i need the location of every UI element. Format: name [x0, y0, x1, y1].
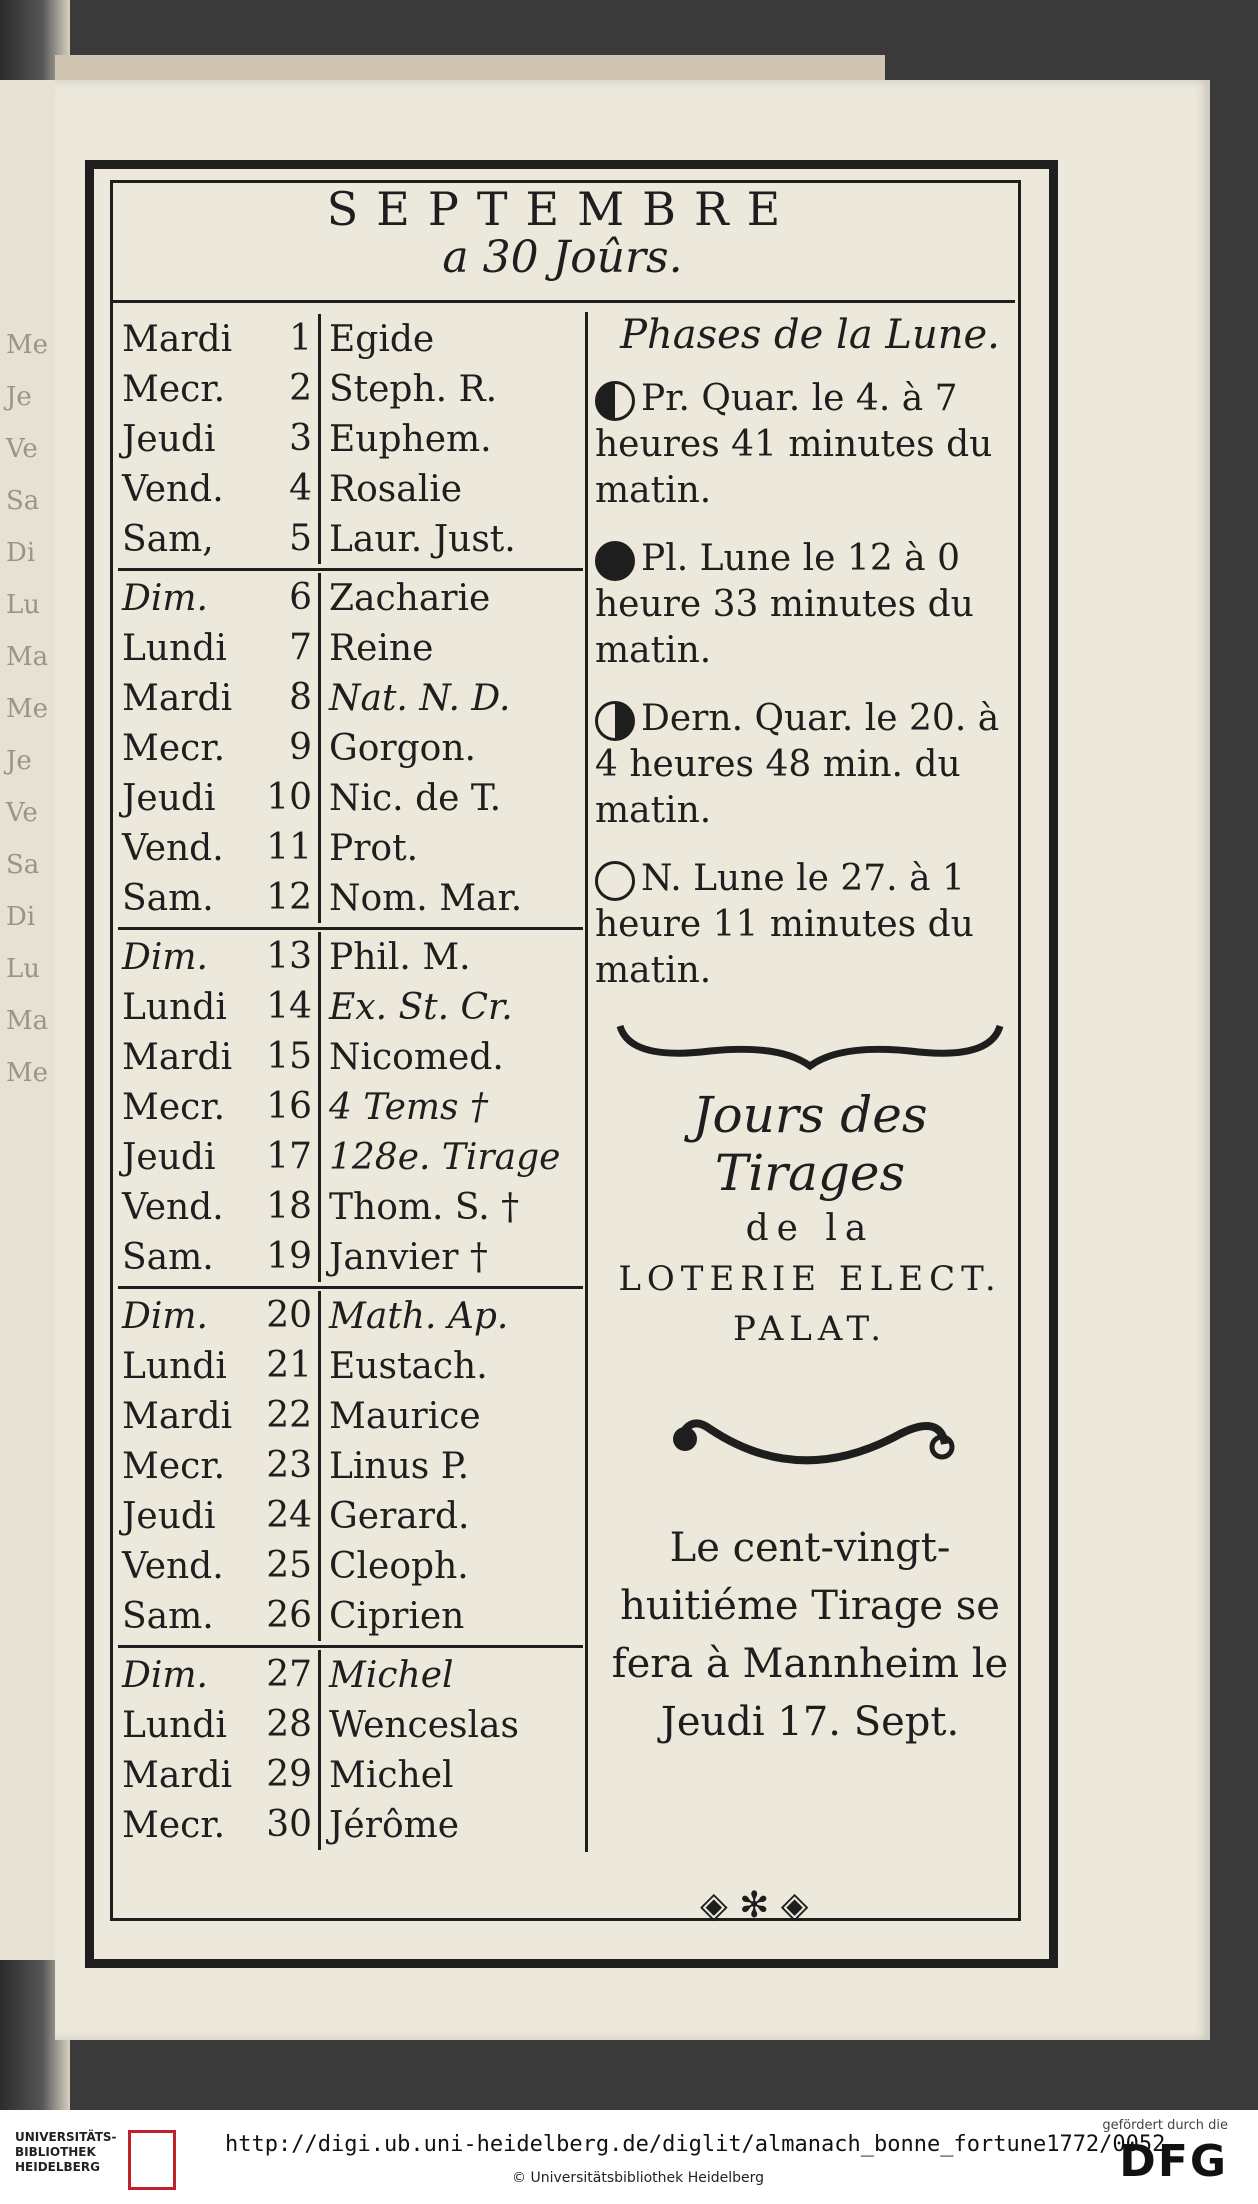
- calendar-row: [118, 1591, 583, 1641]
- day-number: 28: [250, 1700, 321, 1750]
- day-name: Vend.: [122, 1186, 224, 1228]
- saint-name: Math. Ap.: [329, 1295, 509, 1337]
- day-name: Dim.: [122, 1654, 208, 1696]
- day-name: Mecr.: [122, 368, 226, 410]
- saint-name: Steph. R.: [329, 368, 498, 410]
- day-number: 29: [250, 1750, 321, 1800]
- day-number: 22: [250, 1391, 321, 1441]
- day-name: Vend.: [122, 827, 224, 869]
- calendar-table: [118, 312, 583, 1854]
- calendar-row: [118, 1441, 583, 1491]
- saint-name: Nicomed.: [329, 1036, 504, 1078]
- saint-name: Phil. M.: [329, 936, 471, 978]
- saint-name: Jérôme: [329, 1804, 460, 1846]
- prev-page-fragment: Lu: [6, 954, 41, 984]
- day-name: Sam.: [122, 877, 214, 919]
- day-number: 10: [250, 773, 321, 823]
- tirages-title: Jours des Tirages: [692, 1086, 928, 1202]
- calendar-week: [118, 1289, 583, 1648]
- saint-name: Linus P.: [329, 1445, 470, 1487]
- right-column: [595, 312, 1025, 1751]
- saint-name: Euphem.: [329, 418, 492, 460]
- calendar-week: [118, 571, 583, 930]
- tirage-note: Le cent-vingt-huitiéme Tirage se fera à Mannheim le Jeudi 17. Sept.: [611, 1525, 1009, 1745]
- day-name: Jeudi: [122, 1136, 216, 1178]
- saint-name: Zacharie: [329, 577, 491, 619]
- day-number: 27: [250, 1650, 321, 1700]
- copyright: © Universitätsbibliothek Heidelberg: [512, 2170, 765, 2186]
- calendar-week: [118, 930, 583, 1289]
- phase-text: N. Lune le 27. à 1 heure 11 minutes du matin.: [595, 858, 974, 991]
- day-number: 11: [250, 823, 321, 873]
- day-name: Mecr.: [122, 727, 226, 769]
- day-name: Sam.: [122, 1236, 214, 1278]
- library-name: UNIVERSITÄTS-BIBLIOTHEK HEIDELBERG: [15, 2130, 117, 2174]
- full-moon-icon: [595, 541, 635, 581]
- day-name: Dim.: [122, 577, 208, 619]
- calendar-row: [118, 982, 583, 1032]
- moon-phases-title: Phases de la Lune.: [620, 312, 1000, 358]
- calendar-row: [118, 1491, 583, 1541]
- prev-page-fragment: Ma: [6, 642, 49, 672]
- saint-name: Michel: [329, 1654, 454, 1696]
- prev-page-fragment: Je: [6, 746, 32, 776]
- calendar-week: [118, 1648, 583, 1854]
- calendar-row: [118, 1391, 583, 1441]
- day-number: 8: [250, 673, 321, 723]
- day-name: Mardi: [122, 1036, 233, 1078]
- day-number: 3: [250, 414, 321, 464]
- prev-page-fragment: Sa: [6, 850, 40, 880]
- calendar-row: [118, 623, 583, 673]
- brace-ornament-icon: [600, 1016, 1020, 1076]
- scroll-ornament-icon: [650, 1399, 970, 1489]
- day-name: Lundi: [122, 1345, 227, 1387]
- prev-page-fragment: Ve: [6, 434, 38, 464]
- day-number: 25: [250, 1541, 321, 1591]
- footer-bar: [0, 2110, 1258, 2204]
- saint-name: Ex. St. Cr.: [329, 986, 513, 1028]
- day-number: 5: [250, 514, 321, 564]
- calendar-row: [118, 873, 583, 923]
- saint-name: 128e. Tirage: [329, 1136, 561, 1178]
- phase-new-moon: [595, 856, 1025, 994]
- library-logo: [15, 2130, 117, 2175]
- month-days: a 30 Joûrs.: [442, 232, 683, 283]
- day-number: 26: [250, 1591, 321, 1641]
- day-number: 7: [250, 623, 321, 673]
- saint-name: Laur. Just.: [329, 518, 516, 560]
- day-number: 9: [250, 723, 321, 773]
- day-number: 21: [250, 1341, 321, 1391]
- day-number: 15: [250, 1032, 321, 1082]
- tirages-de-la: de la: [745, 1208, 875, 1249]
- calendar-row: [118, 1291, 583, 1341]
- saint-name: Ciprien: [329, 1595, 465, 1637]
- prev-page-fragment: Me: [6, 330, 49, 360]
- saint-name: Gerard.: [329, 1495, 470, 1537]
- day-number: 6: [250, 573, 321, 623]
- day-name: Mecr.: [122, 1445, 226, 1487]
- calendar-row: [118, 1341, 583, 1391]
- ub-logo-icon: [128, 2130, 176, 2190]
- calendar-row: [118, 823, 583, 873]
- saint-name: Gorgon.: [329, 727, 476, 769]
- new-moon-icon: [595, 861, 635, 901]
- day-name: Lundi: [122, 1704, 227, 1746]
- prev-page-fragment: Di: [6, 902, 36, 932]
- calendar-row: [118, 1700, 583, 1750]
- day-name: Vend.: [122, 468, 224, 510]
- prev-page-fragment: Sa: [6, 486, 40, 516]
- calendar-row: [118, 414, 583, 464]
- phase-text: Pl. Lune le 12 à 0 heure 33 minutes du matin.: [595, 538, 974, 671]
- day-name: Jeudi: [122, 1495, 216, 1537]
- day-number: 24: [250, 1491, 321, 1541]
- saint-name: Maurice: [329, 1395, 481, 1437]
- calendar-row: [118, 1750, 583, 1800]
- saint-name: Rosalie: [329, 468, 463, 510]
- month-title: SEPTEMBRE: [326, 182, 799, 236]
- phase-first-quarter: [595, 376, 1025, 514]
- day-name: Mardi: [122, 1754, 233, 1796]
- calendar-row: [118, 723, 583, 773]
- saint-name: Wenceslas: [329, 1704, 519, 1746]
- calendar-row: [118, 364, 583, 414]
- day-name: Sam,: [122, 518, 214, 560]
- saint-name: Nic. de T.: [329, 777, 502, 819]
- column-divider: [585, 312, 588, 1852]
- day-name: Jeudi: [122, 777, 216, 819]
- calendar-row: [118, 1232, 583, 1282]
- calendar-row: [118, 932, 583, 982]
- saint-name: Reine: [329, 627, 434, 669]
- calendar-row: [118, 1032, 583, 1082]
- day-name: Mardi: [122, 677, 233, 719]
- saint-name: Nom. Mar.: [329, 877, 523, 919]
- prev-page-fragment: Me: [6, 694, 49, 724]
- fleuron-ornament-icon: ◈ ✻ ◈: [700, 1885, 809, 1926]
- calendar-row: [118, 1800, 583, 1850]
- calendar-row: [118, 773, 583, 823]
- calendar-week: [118, 312, 583, 571]
- calendar-row: [118, 573, 583, 623]
- prev-page-fragment: Me: [6, 1058, 49, 1088]
- calendar-row: [118, 464, 583, 514]
- day-name: Dim.: [122, 1295, 208, 1337]
- source-url[interactable]: http://digi.ub.uni-heidelberg.de/diglit/almanach_bonne_fortune1772/0052: [225, 2132, 1166, 2157]
- day-name: Sam.: [122, 1595, 214, 1637]
- day-number: 19: [250, 1232, 321, 1282]
- saint-name: Egide: [329, 318, 435, 360]
- calendar-row: [118, 1541, 583, 1591]
- day-name: Vend.: [122, 1545, 224, 1587]
- prev-page-fragment: Je: [6, 382, 32, 412]
- day-name: Lundi: [122, 627, 227, 669]
- funded-by: gefördert durch die: [1102, 2118, 1228, 2133]
- saint-name: Cleoph.: [329, 1545, 469, 1587]
- calendar-row: [118, 673, 583, 723]
- day-number: 30: [250, 1800, 321, 1850]
- phase-full-moon: [595, 536, 1025, 674]
- saint-name: Eustach.: [329, 1345, 488, 1387]
- saint-name: Nat. N. D.: [329, 677, 511, 719]
- calendar-row: [118, 314, 583, 364]
- tirages-palat: PALAT.: [732, 1309, 888, 1349]
- dfg-logo: DFG: [1119, 2136, 1228, 2187]
- day-number: 2: [250, 364, 321, 414]
- calendar-row: [118, 514, 583, 564]
- day-name: Dim.: [122, 936, 208, 978]
- saint-name: Prot.: [329, 827, 419, 869]
- saint-name: 4 Tems †: [329, 1086, 488, 1128]
- phase-last-quarter: [595, 696, 1025, 834]
- saint-name: Janvier †: [329, 1236, 488, 1278]
- day-number: 12: [250, 873, 321, 923]
- day-number: 17: [250, 1132, 321, 1182]
- day-number: 20: [250, 1291, 321, 1341]
- prev-page-fragment: Lu: [6, 590, 41, 620]
- prev-page-fragment: Ve: [6, 798, 38, 828]
- calendar-row: [118, 1182, 583, 1232]
- first-quarter-moon-icon: [595, 381, 635, 421]
- phase-text: Dern. Quar. le 20. à 4 heures 48 min. du matin.: [595, 698, 1000, 831]
- month-header: [110, 180, 1015, 303]
- last-quarter-moon-icon: [595, 701, 635, 741]
- tirages-loterie: LOTERIE ELECT.: [618, 1259, 1002, 1299]
- day-name: Mecr.: [122, 1804, 226, 1846]
- saint-name: Thom. S. †: [329, 1186, 520, 1228]
- day-number: 14: [250, 982, 321, 1032]
- calendar-row: [118, 1650, 583, 1700]
- day-number: 4: [250, 464, 321, 514]
- day-number: 18: [250, 1182, 321, 1232]
- day-name: Mardi: [122, 1395, 233, 1437]
- prev-page-fragment: Ma: [6, 1006, 49, 1036]
- day-name: Jeudi: [122, 418, 216, 460]
- day-number: 23: [250, 1441, 321, 1491]
- day-name: Mecr.: [122, 1086, 226, 1128]
- prev-page-fragment: Di: [6, 538, 36, 568]
- calendar-row: [118, 1082, 583, 1132]
- day-number: 16: [250, 1082, 321, 1132]
- phase-text: Pr. Quar. le 4. à 7 heures 41 minutes du matin.: [595, 378, 993, 511]
- calendar-row: [118, 1132, 583, 1182]
- day-name: Lundi: [122, 986, 227, 1028]
- day-name: Mardi: [122, 318, 233, 360]
- day-number: 1: [250, 314, 321, 364]
- day-number: 13: [250, 932, 321, 982]
- saint-name: Michel: [329, 1754, 454, 1796]
